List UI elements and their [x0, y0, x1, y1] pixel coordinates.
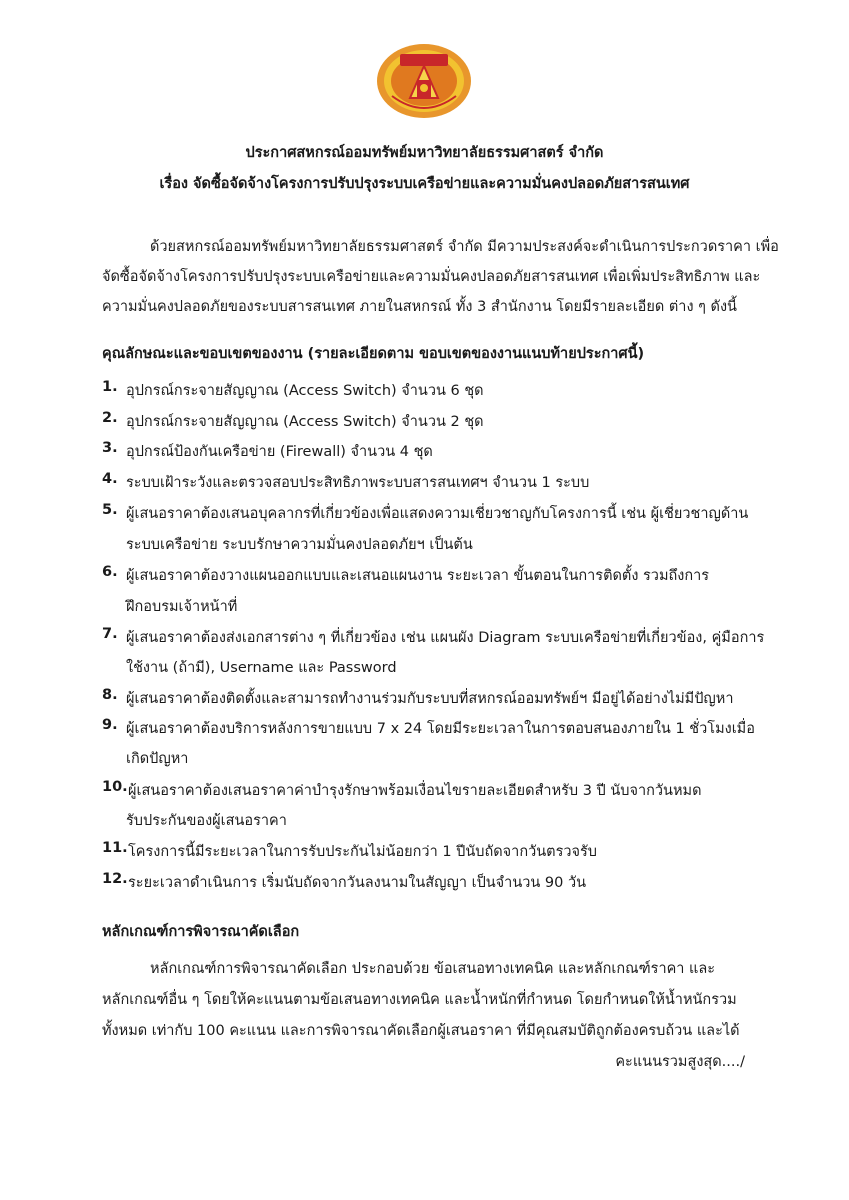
cooperative-seal-logo — [370, 40, 478, 122]
criteria-heading: หลักเกณฑ์การพิจารณาคัดเลือก — [102, 924, 300, 940]
item-text: โครงการนี้มีระยะเวลาในการรับประกันไม่น้อยกว่า 1 ปีนับถัดจากวันตรวจรับ — [128, 844, 597, 860]
item-text: อุปกรณ์ป้องกันเครือข่าย (Firewall) จำนวน 4 ชุด — [126, 444, 433, 460]
item-number: 9. — [102, 717, 118, 733]
item-text: อุปกรณ์กระจายสัญญาณ (Access Switch) จำนวน 2 ชุด — [126, 414, 484, 430]
item-text-continued: ฝึกอบรมเจ้าหน้าที่ — [126, 599, 238, 615]
intro-line-2: จัดซื้อจัดจ้างโครงการปรับปรุงระบบเครือข่ายและความมั่นคงปลอดภัยสารสนเทศ เพื่อเพิ่มประสิทธิภาพ และ — [102, 269, 761, 285]
item-text: ผู้เสนอราคาต้องวางแผนออกแบบและเสนอแผนงาน ระยะเวลา ขั้นตอนในการติดตั้ง รวมถึงการ — [126, 568, 710, 584]
item-text: ผู้เสนอราคาต้องเสนอบุคลากรที่เกี่ยวข้องเพื่อแสดงความเชี่ยวชาญกับโครงการนี้ เช่น ผู้เชี่ยวชาญด้าน — [126, 506, 749, 522]
item-number: 7. — [102, 626, 118, 642]
criteria-line-1: หลักเกณฑ์การพิจารณาคัดเลือก ประกอบด้วย ข้อเสนอทางเทคนิค และหลักเกณฑ์ราคา และ — [150, 961, 716, 977]
item-text: ระบบเฝ้าระวังและตรวจสอบประสิทธิภาพระบบสารสนเทศฯ จำนวน 1 ระบบ — [126, 475, 590, 491]
item-text-continued: ใช้งาน (ถ้ามี), Username และ Password — [126, 660, 397, 676]
item-number: 6. — [102, 564, 118, 580]
item-number: 1. — [102, 379, 118, 395]
continued-marker: คะแนนรวมสูงสุด..../ — [615, 1054, 745, 1070]
item-number: 3. — [102, 440, 118, 456]
item-number: 12. — [102, 871, 128, 887]
item-number: 11. — [102, 840, 128, 856]
item-text-continued: รับประกันของผู้เสนอราคา — [126, 813, 287, 829]
intro-line-1: ด้วยสหกรณ์ออมทรัพย์มหาวิทยาลัยธรรมศาสตร์ จำกัด มีความประสงค์จะดำเนินการประกวดราคา เพื่อ — [150, 239, 779, 255]
announcement-title: ประกาศสหกรณ์ออมทรัพย์มหาวิทยาลัยธรรมศาสตร์ จำกัด — [245, 145, 604, 161]
item-number: 5. — [102, 502, 118, 518]
item-number: 2. — [102, 410, 118, 426]
announcement-subject: เรื่อง จัดซื้อจัดจ้างโครงการปรับปรุงระบบเครือข่ายและความมั่นคงปลอดภัยสารสนเทศ — [159, 176, 690, 192]
criteria-line-2: หลักเกณฑ์อื่น ๆ โดยให้คะแนนตามข้อเสนอทางเทคนิค และน้ำหนักที่กำหนด โดยกำหนดให้น้ำหนักรวม — [102, 992, 737, 1008]
criteria-line-3: ทั้งหมด เท่ากับ 100 คะแนน และการพิจารณาคัดเลือกผู้เสนอราคา ที่มีคุณสมบัติถูกต้องครบถ้วน และได้ — [102, 1023, 740, 1039]
item-text: ผู้เสนอราคาต้องติดตั้งและสามารถทำงานร่วมกับระบบที่สหกรณ์ออมทรัพย์ฯ มีอยู่ได้อย่างไม่มีปัญหา — [126, 691, 734, 707]
item-text-continued: ระบบเครือข่าย ระบบรักษาความมั่นคงปลอดภัยฯ เป็นต้น — [126, 537, 473, 553]
scope-heading: คุณลักษณะและขอบเขตของงาน (รายละเอียดตาม ขอบเขตของงานแนบท้ายประกาศนี้) — [102, 346, 645, 362]
item-text: ผู้เสนอราคาต้องเสนอราคาค่าบำรุงรักษาพร้อมเงื่อนไขรายละเอียดสำหรับ 3 ปี นับจากวันหมด — [128, 783, 702, 799]
item-number: 10. — [102, 779, 128, 795]
item-number: 4. — [102, 471, 118, 487]
intro-line-3: ความมั่นคงปลอดภัยของระบบสารสนเทศ ภายในสหกรณ์ ทั้ง 3 สำนักงาน โดยมีรายละเอียด ต่าง ๆ ดังนี้ — [102, 299, 737, 315]
item-text-continued: เกิดปัญหา — [126, 751, 189, 767]
item-text: ผู้เสนอราคาต้องส่งเอกสารต่าง ๆ ที่เกี่ยวข้อง เช่น แผนผัง Diagram ระบบเครือข่ายที่เกี่ยวข้อง, คู่มือการ — [126, 630, 765, 646]
item-number: 8. — [102, 687, 118, 703]
item-text: อุปกรณ์กระจายสัญญาณ (Access Switch) จำนวน 6 ชุด — [126, 383, 484, 399]
item-text: ระยะเวลาดำเนินการ เริ่มนับถัดจากวันลงนามในสัญญา เป็นจำนวน 90 วัน — [128, 875, 587, 891]
item-text: ผู้เสนอราคาต้องบริการหลังการขายแบบ 7 x 24 โดยมีระยะเวลาในการตอบสนองภายใน 1 ชั่วโมงเมื่อ — [126, 721, 755, 737]
